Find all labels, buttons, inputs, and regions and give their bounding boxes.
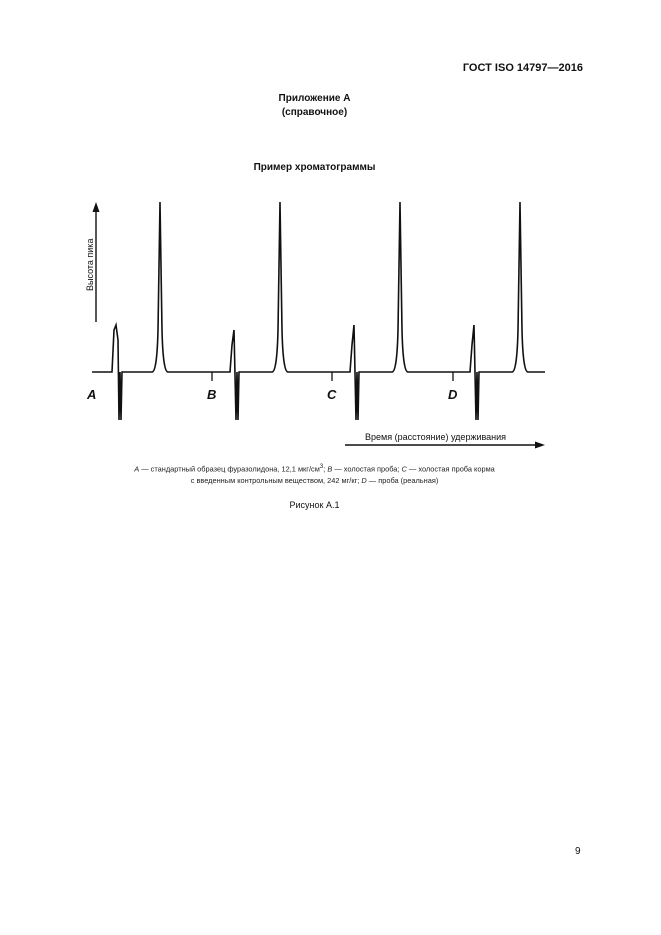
- marker-label-c: C: [327, 387, 337, 402]
- y-axis-label: Высота пика: [85, 238, 95, 291]
- marker-label-d: D: [448, 387, 458, 402]
- x-axis-label: Время (расстояние) удерживания: [365, 432, 507, 442]
- y-axis-arrowhead: [93, 202, 100, 212]
- caption-letter-a: А: [134, 464, 140, 474]
- marker-label-a: A: [87, 387, 97, 402]
- figure-title: Пример хроматограммы: [253, 162, 376, 173]
- figure-label: Рисунок А.1: [289, 500, 340, 510]
- x-axis-arrowhead: [535, 442, 545, 449]
- page-number: 9: [575, 846, 581, 857]
- caption-text-d: — проба (реальная): [366, 476, 439, 485]
- caption-text-c: — холостая проба корма: [406, 464, 495, 474]
- chromatogram-trace: [92, 202, 545, 420]
- caption-letter-d: D: [361, 476, 367, 485]
- caption-unit-sup: 3: [319, 463, 324, 470]
- annex-title: Приложение А: [278, 93, 351, 104]
- caption-line2-text: с введенным контрольным веществом, 242 мг/кг;: [190, 476, 362, 485]
- caption-letter-c: С: [401, 464, 407, 474]
- marker-label-b: B: [207, 387, 217, 402]
- caption-letter-b: В: [327, 464, 333, 474]
- standard-number: ГОСТ ISO 14797—2016: [462, 62, 583, 74]
- caption-text-b: — холостая проба;: [332, 464, 402, 474]
- caption-sep-b: ;: [323, 464, 328, 474]
- figure-caption-line1: [0, 463, 629, 473]
- figure-caption-line2: [0, 476, 629, 485]
- caption-text-a: — стандартный образец фуразолидона, 12,1 мкг/см: [139, 464, 320, 474]
- annex-status: (справочное): [281, 107, 348, 118]
